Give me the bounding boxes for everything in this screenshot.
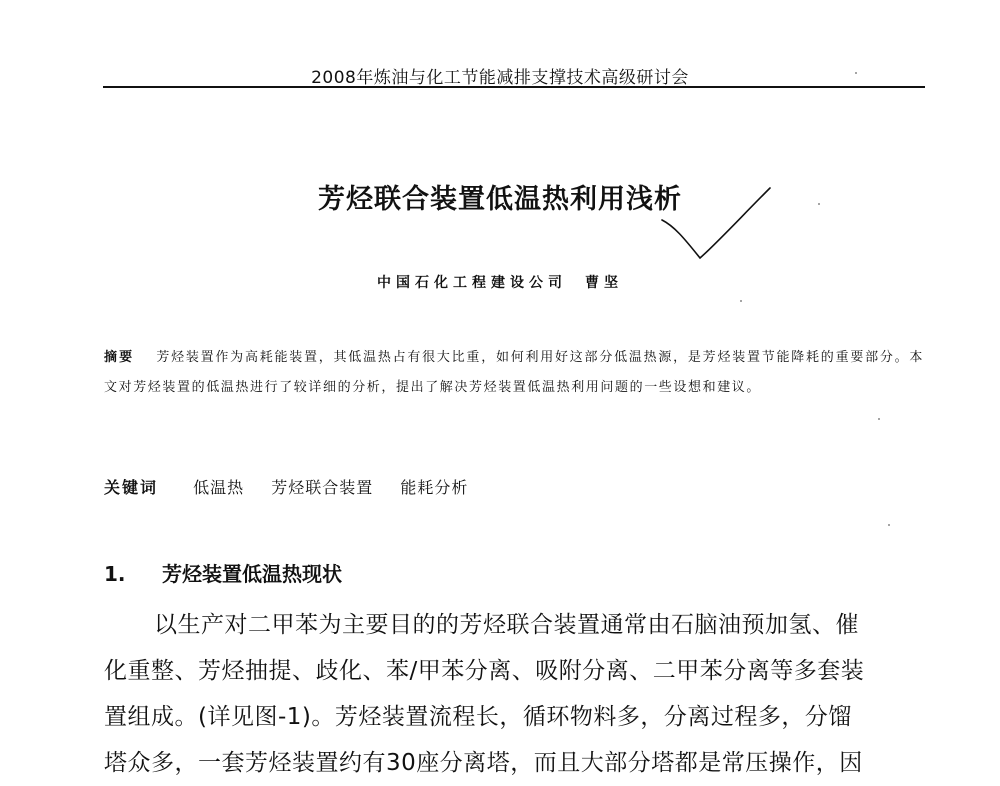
- abstract-label: 摘要: [104, 350, 135, 365]
- running-header: 2008年炼油与化工节能减排支撑技术高级研讨会: [311, 68, 689, 88]
- scan-speck: [888, 524, 890, 526]
- keyword: 低温热: [193, 478, 245, 497]
- handwritten-check-mark: [660, 186, 780, 266]
- abstract-block: [104, 343, 924, 403]
- paper-title: 芳烃联合装置低温热利用浅析: [318, 184, 682, 215]
- author-line: [0, 272, 1000, 292]
- keywords-label: 关键词: [104, 478, 159, 497]
- scan-speck: [878, 418, 880, 420]
- keyword: 芳烃联合装置: [271, 478, 374, 497]
- scan-speck: [855, 72, 857, 74]
- body-line: 塔众多，一套芳烃装置约有30座分离塔，而且大部分塔都是常压操作，因: [104, 750, 863, 776]
- section-heading: [104, 558, 342, 587]
- section-title: 芳烃装置低温热现状: [162, 562, 342, 586]
- section-number: 1.: [104, 562, 126, 586]
- body-paragraph: [104, 602, 924, 786]
- scan-speck: [740, 300, 742, 302]
- author-affiliation: 中国石化工程建设公司: [377, 275, 567, 291]
- body-line: 化重整、芳烃抽提、歧化、苯/甲苯分离、吸附分离、二甲苯分离等多套装: [104, 658, 865, 684]
- author-name: 曹坚: [585, 275, 623, 291]
- header-rule: [103, 86, 925, 88]
- abstract-text: 芳烃装置作为高耗能装置，其低温热占有很大比重，如何利用好这部分低温热源，是芳烃装置节能降耗的重要部分。本文对芳烃装置的低温热进行了较详细的分析，提出了解决芳烃装置低温热利用问题的一些设想和建议。: [104, 350, 924, 395]
- keywords-line: [104, 475, 924, 498]
- keyword: 能耗分析: [400, 478, 469, 497]
- scan-speck: [818, 203, 820, 205]
- body-line: 置组成。(详见图-1)。芳烃装置流程长，循环物料多，分离过程多，分馏: [104, 704, 852, 730]
- body-line: 以生产对二甲苯为主要目的的芳烃联合装置通常由石脑油预加氢、催: [154, 612, 859, 638]
